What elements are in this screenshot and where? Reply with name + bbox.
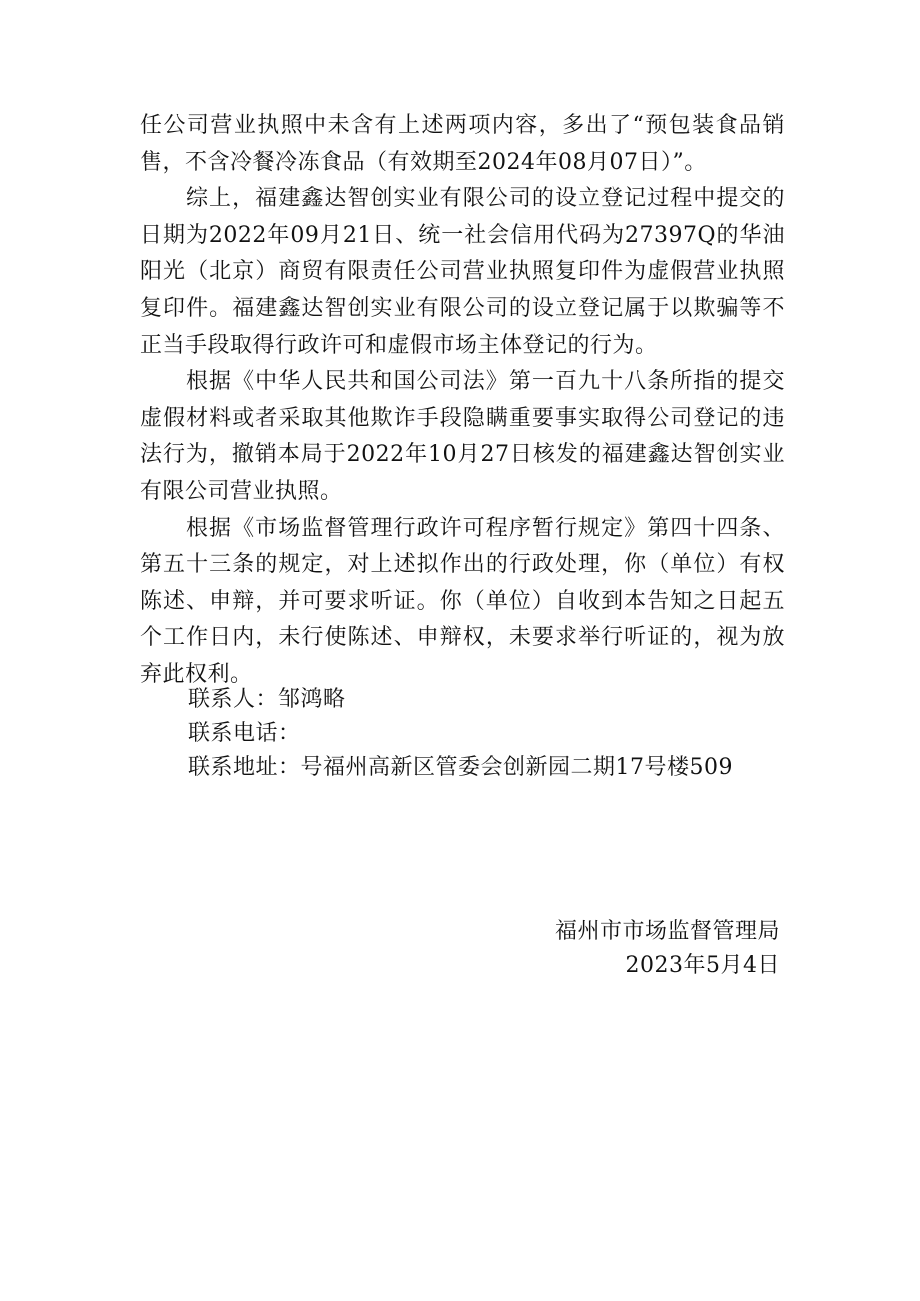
paragraph-legal-basis: 根据《中华人民共和国公司法》第一百九十八条所指的提交虚假材料或者采取其他欺诈手段隐瞒重要事实取得公司登记的违法行为，撤销本局于2022年10月27日核发的福建鑫达智创实业有限公司营业执照。 <box>140 369 785 504</box>
issue-date: 2023年5月4日 <box>625 953 780 978</box>
paragraph-conclusion: 综上，福建鑫达智创实业有限公司的设立登记过程中提交的日期为2022年09月21日、统一社会信用代码为27397Q的华油阳光（北京）商贸有限责任公司营业执照复印件为虚假营业执照复印件。福建鑫达智创实业有限公司的设立登记属于以欺骗等不正当手段取得行政许可和虚假市场主体登记的行为。 <box>140 186 785 358</box>
contact-person: 联系人：邹鸿略 <box>188 687 346 712</box>
issuing-organization: 福州市市场监督管理局 <box>554 919 780 944</box>
document-body <box>140 108 785 694</box>
contact-address: 联系地址：号福州高新区管委会创新园二期17号楼509 <box>188 755 733 780</box>
contact-phone: 联系电话： <box>188 721 301 746</box>
paragraph-rights-notice: 根据《市场监督管理行政许可程序暂行规定》第四十四条、第五十三条的规定，对上述拟作出的行政处理，你（单位）有权陈述、申辩，并可要求听证。你（单位）自收到本告知之日起五个工作日内，未行使陈述、申辩权，未要求举行听证的，视为放弃此权利。 <box>140 515 785 687</box>
paragraph-continuation: 任公司营业执照中未含有上述两项内容，多出了“预包装食品销售，不含冷餐冷冻食品（有效期至2024年08月07日）”。 <box>140 113 785 175</box>
contact-block <box>188 683 733 785</box>
signature-block <box>555 915 780 983</box>
